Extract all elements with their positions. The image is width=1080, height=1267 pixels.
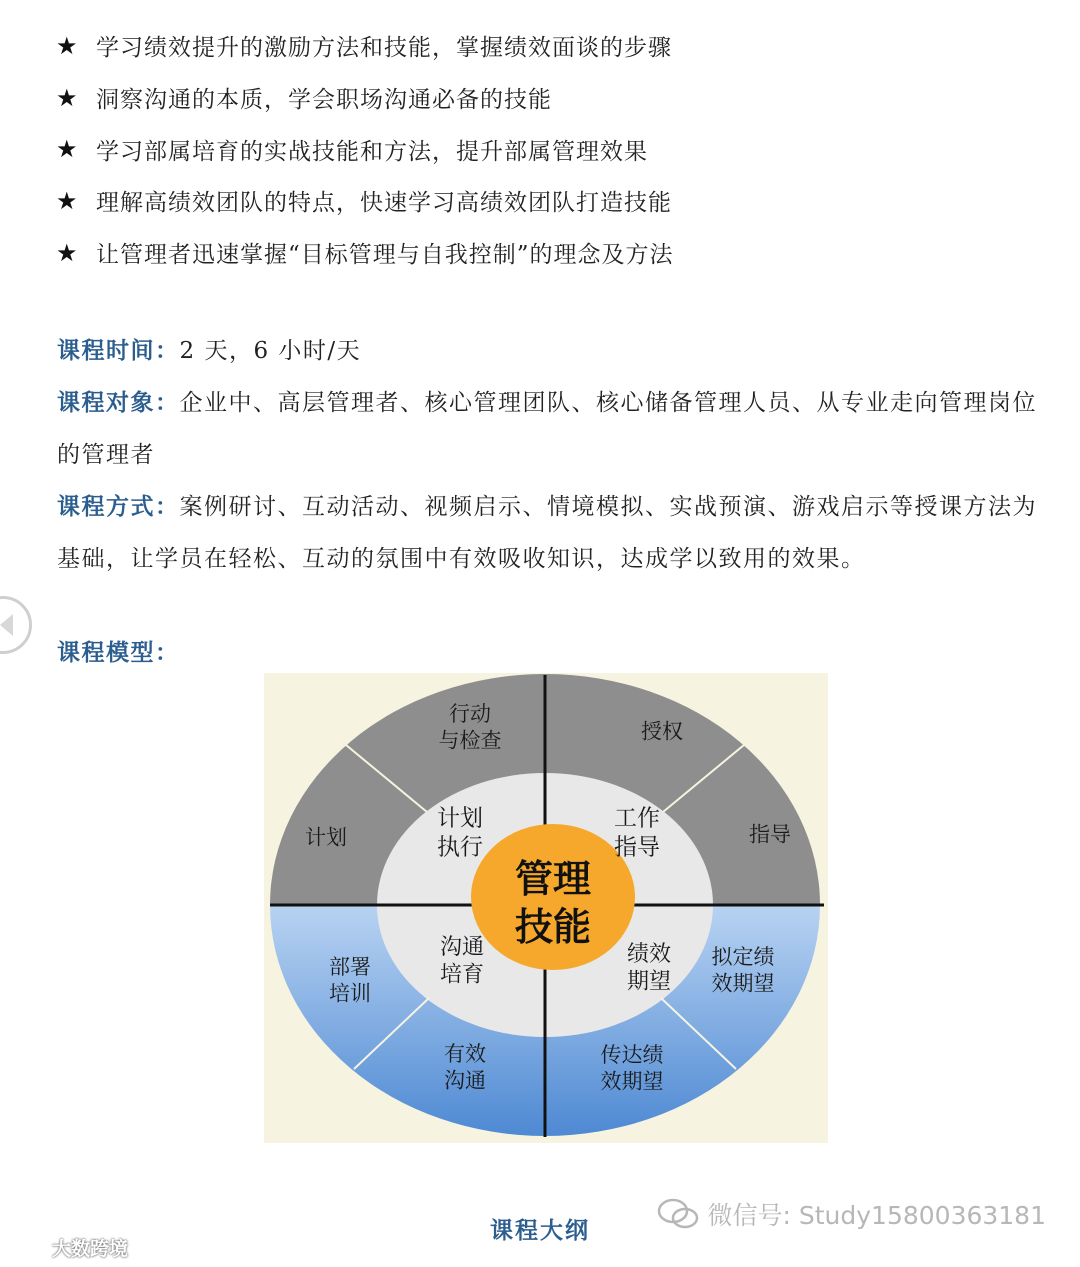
outer-label-set-expectation: 效期望 <box>711 971 775 996</box>
objective-item <box>56 123 674 175</box>
left-arrow-icon <box>0 614 13 636</box>
inner-label-work-guidance: 指导 <box>614 834 660 861</box>
course-method-label: 课程方式： <box>57 493 180 520</box>
course-audience-value: 企业中、高层管理者、核心管理团队、核心储备管理人员、从专业走向管理岗位的管理者 <box>57 390 1037 468</box>
outer-label-action-check: 行动 <box>449 702 491 727</box>
outer-label-deploy-training: 部署 <box>329 955 371 980</box>
wechat-id <box>657 1196 1046 1232</box>
outer-label-plan: 计划 <box>305 825 347 850</box>
course-audience-label: 课程对象： <box>57 389 180 416</box>
objective-item <box>56 72 674 124</box>
watermark-text: 大数跨境 <box>52 1238 129 1260</box>
inner-label-work-guidance: 工作 <box>614 805 660 832</box>
inner-label-plan-execute: 计划 <box>437 805 483 832</box>
center-label-line2: 技能 <box>514 905 592 949</box>
objective-text: 让管理者迅速掌握“目标管理与自我控制”的理念及方法 <box>96 242 674 269</box>
course-method <box>57 481 1047 585</box>
star-icon: ★ <box>56 186 79 215</box>
outer-label-authorize: 授权 <box>641 719 683 744</box>
watermark-logo-icon <box>12 1236 52 1260</box>
outer-label-deploy-training: 培训 <box>329 981 371 1006</box>
outer-label-set-expectation: 拟定绩 <box>711 945 775 970</box>
inner-label-plan-execute: 执行 <box>437 834 483 861</box>
inner-label-performance-expectation: 绩效 <box>626 941 672 967</box>
outer-label-guide: 指导 <box>749 822 791 847</box>
course-info <box>57 325 1047 585</box>
watermark <box>12 1234 128 1261</box>
objective-list <box>56 20 674 278</box>
objective-text: 洞察沟通的本质，学会职场沟通必备的技能 <box>96 87 552 114</box>
wechat-text: 微信号: Study15800363181 <box>707 1201 1046 1230</box>
outer-label-convey-expectation: 效期望 <box>600 1069 664 1094</box>
inner-label-performance-expectation: 期望 <box>626 969 672 995</box>
objective-item <box>56 227 674 279</box>
outer-label-effective-communication: 有效 <box>444 1042 486 1067</box>
inner-label-communicate-develop: 培育 <box>439 962 485 988</box>
course-model-label: 课程模型： <box>57 639 180 666</box>
inner-label-communicate-develop: 沟通 <box>439 934 485 960</box>
course-outline-title: 课程大纲 <box>490 1217 590 1244</box>
course-time <box>57 325 1047 377</box>
objective-text: 学习部属培育的实战技能和方法，提升部属管理效果 <box>96 138 648 165</box>
course-time-label: 课程时间： <box>57 337 180 364</box>
star-icon: ★ <box>56 135 79 164</box>
diagram-svg <box>264 673 828 1143</box>
center-label-line1: 管理 <box>514 857 592 901</box>
objective-item <box>56 20 674 72</box>
star-icon: ★ <box>56 83 79 112</box>
objective-text: 理解高绩效团队的特点，快速学习高绩效团队打造技能 <box>96 190 672 217</box>
star-icon: ★ <box>56 238 79 267</box>
outer-label-action-check: 与检查 <box>438 728 502 753</box>
course-method-value: 案例研讨、互动活动、视频启示、情境模拟、实战预演、游戏启示等授课方法为基础，让学员在轻松、互动的氛围中有效吸收知识，达成学以致用的效果。 <box>57 494 1037 572</box>
management-skills-diagram <box>264 673 828 1143</box>
course-audience <box>57 377 1047 481</box>
outer-label-effective-communication: 沟通 <box>444 1068 486 1093</box>
objective-text: 学习绩效提升的激励方法和技能，掌握绩效面谈的步骤 <box>96 35 672 62</box>
outer-label-convey-expectation: 传达绩 <box>600 1043 664 1068</box>
objective-item <box>56 175 674 227</box>
wechat-icon <box>657 1198 699 1230</box>
course-time-value: 2 天，6 小时/天 <box>179 338 362 364</box>
star-icon: ★ <box>56 31 79 60</box>
